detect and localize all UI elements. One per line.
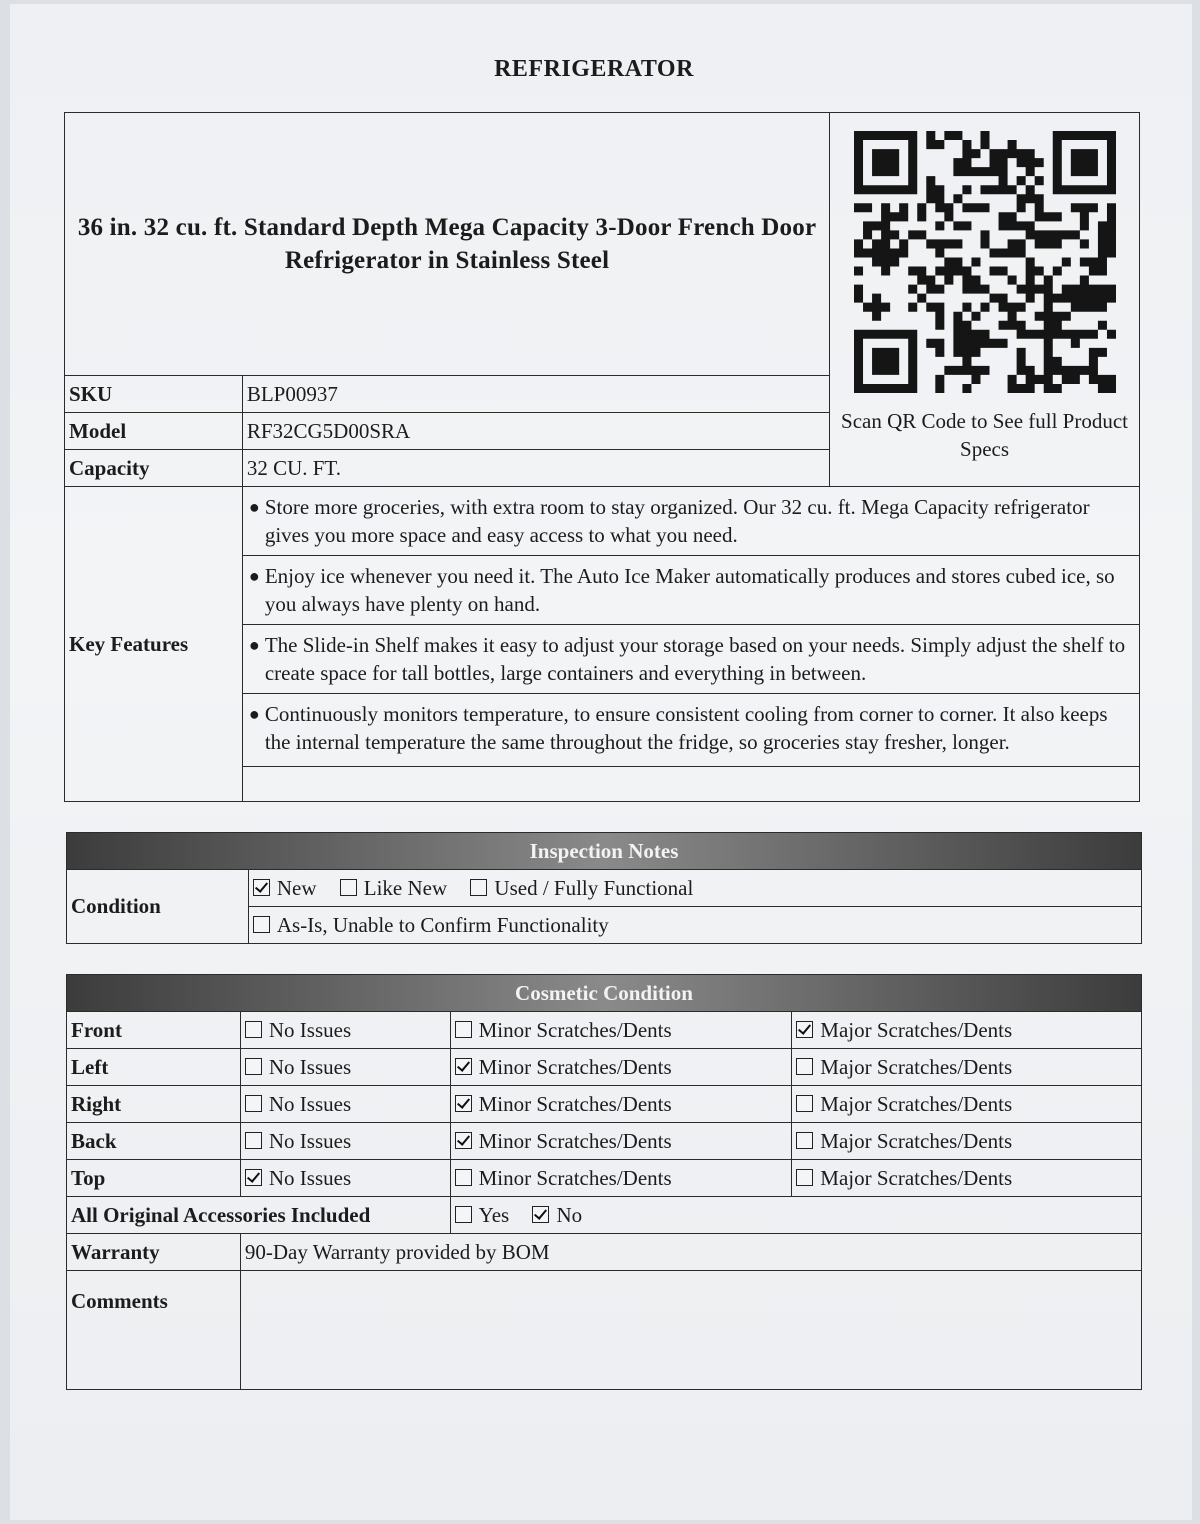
condition-label: Condition: [67, 870, 249, 944]
accessories-label: All Original Accessories Included: [67, 1197, 451, 1234]
checkbox-icon[interactable]: [455, 1132, 472, 1149]
bullet-icon: ●: [248, 497, 260, 517]
qr-modules: [854, 131, 1116, 393]
checkbox-icon[interactable]: [455, 1169, 472, 1186]
checkbox-icon[interactable]: [245, 1021, 262, 1038]
cosmetic-row: [67, 1086, 1142, 1123]
cosmetic-row: [67, 1012, 1142, 1049]
feature-item: ● Continuously monitors temperature, to ensure consistent cooling from corner to corner. It also keeps the internal temperature the same throughout the fridge, so groceries stay fresher, longer.: [242, 694, 1139, 767]
option-no-issues[interactable]: No Issues: [240, 1160, 450, 1197]
checkbox-icon[interactable]: [796, 1169, 813, 1186]
option-no-issues[interactable]: No Issues: [240, 1012, 450, 1049]
checkbox-icon[interactable]: [253, 916, 270, 933]
option-major-scratches[interactable]: Major Scratches/Dents: [792, 1049, 1142, 1086]
option-major-scratches[interactable]: Major Scratches/Dents: [792, 1012, 1142, 1049]
checkbox-icon[interactable]: [532, 1206, 549, 1223]
inspection-table: [66, 832, 1142, 944]
sku-label: SKU: [65, 376, 243, 413]
checkbox-icon[interactable]: [340, 879, 357, 896]
model-label: Model: [65, 413, 243, 450]
checkbox-icon[interactable]: [796, 1132, 813, 1149]
checkbox-icon[interactable]: [455, 1095, 472, 1112]
model-value: RF32CG5D00SRA: [242, 413, 829, 450]
checkbox-icon[interactable]: [796, 1095, 813, 1112]
checkbox-icon[interactable]: [253, 879, 270, 896]
cosmetic-row: [67, 1160, 1142, 1197]
cosmetic-row-label: Back: [67, 1123, 241, 1160]
condition-option-used[interactable]: Used / Fully Functional: [470, 876, 693, 900]
option-no-issues[interactable]: No Issues: [240, 1123, 450, 1160]
product-title: 36 in. 32 cu. ft. Standard Depth Mega Capacity 3-Door French Door Refrigerator in Stainless Steel: [65, 113, 830, 376]
checkbox-icon[interactable]: [245, 1058, 262, 1075]
accessories-options: [450, 1197, 1141, 1234]
warranty-label: Warranty: [67, 1234, 241, 1271]
bullet-icon: ●: [248, 704, 260, 724]
condition-options-row: [248, 907, 1141, 944]
condition-option-as-is[interactable]: As-Is, Unable to Confirm Functionality: [253, 913, 609, 937]
checkbox-icon[interactable]: [245, 1132, 262, 1149]
cosmetic-row-label: Right: [67, 1086, 241, 1123]
accessories-yes[interactable]: Yes: [455, 1203, 510, 1227]
cosmetic-row-label: Left: [67, 1049, 241, 1086]
bullet-icon: ●: [248, 566, 260, 586]
checkbox-icon[interactable]: [470, 879, 487, 896]
checkbox-icon[interactable]: [245, 1095, 262, 1112]
sku-value: BLP00937: [242, 376, 829, 413]
qr-caption: Scan QR Code to See full Product Specs: [841, 409, 1129, 461]
document-title: REFRIGERATOR: [494, 56, 694, 82]
cosmetic-row: [67, 1123, 1142, 1160]
condition-option-new[interactable]: New: [253, 876, 317, 900]
option-major-scratches[interactable]: Major Scratches/Dents: [792, 1123, 1142, 1160]
checkbox-icon[interactable]: [796, 1021, 813, 1038]
key-features-label: Key Features: [65, 487, 243, 802]
option-major-scratches[interactable]: Major Scratches/Dents: [792, 1160, 1142, 1197]
bullet-icon: ●: [248, 635, 260, 655]
qr-cell: [830, 113, 1140, 487]
cosmetic-header: Cosmetic Condition: [67, 975, 1142, 1012]
cosmetic-row-label: Front: [67, 1012, 241, 1049]
inspection-header: Inspection Notes: [67, 833, 1142, 870]
feature-item: ● Enjoy ice whenever you need it. The Auto Ice Maker automatically produces and stores cubed ice, so you always have plenty on hand.: [242, 556, 1139, 625]
option-minor-scratches[interactable]: Minor Scratches/Dents: [450, 1012, 792, 1049]
option-minor-scratches[interactable]: Minor Scratches/Dents: [450, 1049, 792, 1086]
comments-field[interactable]: [240, 1271, 1141, 1390]
condition-options-row: [248, 870, 1141, 907]
checkbox-icon[interactable]: [245, 1169, 262, 1186]
checkbox-icon[interactable]: [455, 1206, 472, 1223]
cosmetic-row: [67, 1049, 1142, 1086]
checkbox-icon[interactable]: [455, 1058, 472, 1075]
feature-item: ● The Slide-in Shelf makes it easy to adjust your storage based on your needs. Simply adjust the shelf to create space for tall bottles, large containers and everything in between.: [242, 625, 1139, 694]
accessories-no[interactable]: No: [532, 1203, 582, 1227]
product-table: [64, 112, 1140, 802]
checkbox-icon[interactable]: [796, 1058, 813, 1075]
feature-item: ● Store more groceries, with extra room to stay organized. Our 32 cu. ft. Mega Capacity refrigerator gives you more space and easy access to what you need.: [242, 487, 1139, 556]
checkbox-icon[interactable]: [455, 1021, 472, 1038]
feature-empty-row: [242, 767, 1139, 802]
capacity-label: Capacity: [65, 450, 243, 487]
qr-code-icon[interactable]: [854, 131, 1116, 393]
option-major-scratches[interactable]: Major Scratches/Dents: [792, 1086, 1142, 1123]
option-minor-scratches[interactable]: Minor Scratches/Dents: [450, 1086, 792, 1123]
option-no-issues[interactable]: No Issues: [240, 1049, 450, 1086]
capacity-value: 32 CU. FT.: [242, 450, 829, 487]
option-minor-scratches[interactable]: Minor Scratches/Dents: [450, 1160, 792, 1197]
cosmetic-row-label: Top: [67, 1160, 241, 1197]
option-minor-scratches[interactable]: Minor Scratches/Dents: [450, 1123, 792, 1160]
option-no-issues[interactable]: No Issues: [240, 1086, 450, 1123]
condition-option-like-new[interactable]: Like New: [340, 876, 447, 900]
comments-label: Comments: [67, 1271, 241, 1390]
cosmetic-table: [66, 974, 1142, 1390]
warranty-value: 90-Day Warranty provided by BOM: [240, 1234, 1141, 1271]
